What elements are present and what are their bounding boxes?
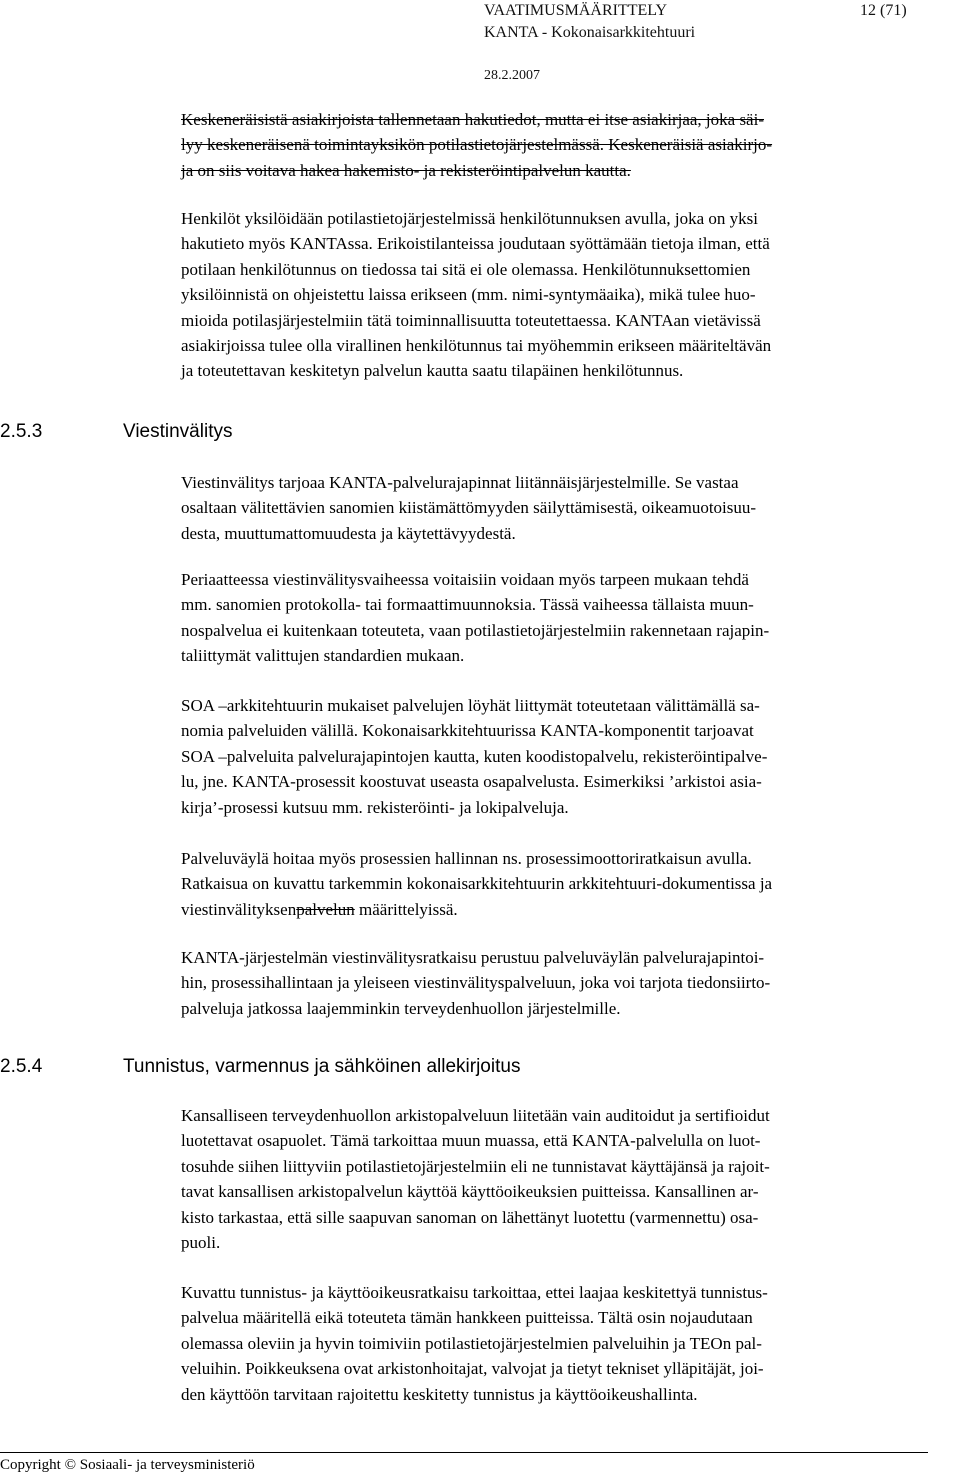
- text-line: tavat kansallisen arkistopalvelun käyttöä käyttöoikeuksien puitteissa. Kansallinen ar-: [181, 1182, 759, 1202]
- text-line: lyy keskeneräisenä toimintayksikön potilastietojärjestelmässä. Keskeneräisiä asiakirjo-: [181, 135, 773, 155]
- text-line: desta, muuttumattomuudesta ja käytettävyydestä.: [181, 523, 516, 543]
- paragraph-conversions: [181, 567, 960, 669]
- text-line: SOA –arkkitehtuurin mukaiset palvelujen löyhät liittymät toteutetaan välittämällä sa-: [181, 696, 760, 715]
- text-line: [181, 897, 960, 922]
- page-header: [484, 0, 907, 83]
- page-number: 12 (71): [860, 2, 907, 19]
- section-number: 2.5.3: [0, 421, 43, 442]
- paragraph-viestinvalitys-intro: [181, 470, 960, 546]
- text-line: Palveluväylä hoitaa myös prosessien hallinnan ns. prosessimoottoriratkaisun avulla.: [181, 849, 752, 868]
- footer-divider: [0, 1452, 928, 1453]
- text-line: palvelua määritellä eikä toteuteta tämän hankkeen puitteissa. Tältä osin nojaudutaan: [181, 1308, 753, 1328]
- document-title: VAATIMUSMÄÄRITTELY: [484, 2, 667, 19]
- section-heading-tunnistus: [0, 1056, 520, 1078]
- text-line: mm. sanomien protokolla- tai formaattimuunnoksia. Tässä vaiheessa tällaista muun-: [181, 595, 754, 615]
- text-segment: määrittelyissä.: [354, 899, 458, 919]
- text-line: kirja’-prosessi kutsuu mm. rekisteröinti- ja lokipalveluja.: [181, 797, 569, 817]
- section-number: 2.5.4: [0, 1056, 43, 1077]
- text-line: palveluja jatkossa laajemminkin terveydenhuollon järjestelmille.: [181, 998, 621, 1018]
- text-line: Keskeneräisistä asiakirjoista tallennetaan hakutiedot, mutta ei itse asiakirjaa, joka säi-: [181, 110, 764, 129]
- text-line: asiakirjoissa tulee olla virallinen henkilötunnus tai myöhemmin erikseen määriteltävän: [181, 336, 772, 356]
- paragraph-kanta-messaging: [181, 945, 960, 1021]
- text-line: ja on siis voitava hakea hakemisto- ja rekisteröintipalvelun kautta.: [181, 160, 631, 180]
- paragraph-authentication: [181, 1280, 960, 1407]
- text-line: ja toteutettavan keskitetyn palvelun kautta saatu tilapäinen henkilötunnus.: [181, 361, 684, 381]
- text-line: lu, jne. KANTA-prosessit koostuvat useasta osapalvelusta. Esimerkiksi ’arkistoi asia-: [181, 772, 762, 792]
- text-line: nospalvelua ei kuitenkaan toteuteta, vaan potilastietojärjestelmiin rakennetaan rajapin-: [181, 620, 770, 640]
- footer-copyright: Copyright © Sosiaali- ja terveysministeriö: [0, 1457, 255, 1473]
- text-line: yksilöinnistä on ohjeistettu laissa erikseen (mm. nimi-syntymäaika), mikä tulee huo-: [181, 285, 756, 305]
- text-line: Kuvattu tunnistus- ja käyttöoikeusratkaisu tarkoittaa, ettei laajaa keskitettyä tunnistus-: [181, 1283, 768, 1302]
- paragraph-trusted-parties: [181, 1103, 960, 1255]
- text-line: luotettavat osapuolet. Tämä tarkoittaa muun muassa, että KANTA-palvelulla on luot-: [181, 1131, 761, 1151]
- text-line: Ratkaisua on kuvattu tarkemmin kokonaisarkkitehtuurin arkkitehtuuri-dokumentissa ja: [181, 874, 773, 894]
- text-line: taliittymät valittujen standardien mukaan.: [181, 646, 465, 666]
- document-date: 28.2.2007: [484, 68, 540, 83]
- text-line: SOA –palveluita palvelurajapintojen kautta, kuten koodistopalvelu, rekisteröintipalve-: [181, 746, 768, 766]
- text-line: den käyttöön tarvitaan rajoitettu keskitetty tunnistus ja käyttöoikeushallinta.: [181, 1384, 698, 1404]
- paragraph-soa: [181, 693, 960, 820]
- text-line: hin, prosessihallintaan ja yleiseen viestinvälityspalveluun, joka voi tarjota tiedonsiirto-: [181, 973, 771, 993]
- text-line: tosuhde siihen liittyviin potilastietojärjestelmiin eli ne tunnistavat käyttäjänsä ja rajoit-: [181, 1156, 770, 1176]
- text-segment: viestinvälityksen: [181, 899, 297, 919]
- text-line: Periaatteessa viestinvälitysvaiheessa voitaisiin voidaan myös tarpeen mukaan tehdä: [181, 570, 749, 589]
- section-title: Viestinvälitys: [123, 421, 233, 442]
- paragraph-service-bus: [181, 846, 960, 922]
- text-line: hakutieto myös KANTAssa. Erikoistilanteissa joudutaan syöttämään tietoja ilman, että: [181, 234, 770, 254]
- text-line: osaltaan välitettävien sanomien kiistämättömyyden säilyttämisestä, oikeamuotoisuu-: [181, 498, 757, 518]
- document-subtitle: KANTA - Kokonaisarkkitehtuuri: [484, 24, 696, 41]
- text-line: Viestinvälitys tarjoaa KANTA-palvelurajapinnat liitännäisjärjestelmille. Se vastaa: [181, 473, 739, 492]
- paragraph-person-identification: [181, 206, 960, 384]
- text-line: olemassa oleviin ja hyvin toimiviin potilastietojärjestelmien palveluihin ja TEOn pal-: [181, 1333, 762, 1353]
- text-line: KANTA-järjestelmän viestinvälitysratkaisu perustuu palveluväylän palvelurajapintoi-: [181, 948, 765, 967]
- text-line: mioida potilasjärjestelmiin tätä toiminnallisuutta toteutettaessa. KANTAan vietävissä: [181, 310, 761, 330]
- text-line: Henkilöt yksilöidään potilastietojärjestelmissä henkilötunnuksen avulla, joka on yksi: [181, 209, 758, 228]
- struck-text: palvelun: [296, 899, 355, 919]
- text-line: kisto tarkastaa, että sille saapuvan sanoman on lähettänyt luotettu (varmennettu) osa-: [181, 1207, 759, 1227]
- text-line: puoli.: [181, 1233, 221, 1253]
- text-line: veluihin. Poikkeuksena ovat arkistonhoitajat, valvojat ja tietyt tekniset ylläpitäjät, joi-: [181, 1359, 764, 1379]
- deleted-paragraph: [181, 107, 960, 183]
- section-heading-viestinvalitys: [0, 421, 232, 443]
- text-line: nomia palveluiden välillä. Kokonaisarkkitehtuurissa KANTA-komponentit tarjoavat: [181, 721, 754, 741]
- text-line: potilaan henkilötunnus on tiedossa tai sitä ei ole olemassa. Henkilötunnuksettomien: [181, 259, 751, 279]
- section-title: Tunnistus, varmennus ja sähköinen allekirjoitus: [123, 1056, 521, 1077]
- text-line: Kansalliseen terveydenhuollon arkistopalveluun liitetään vain auditoidut ja sertifioidut: [181, 1106, 770, 1125]
